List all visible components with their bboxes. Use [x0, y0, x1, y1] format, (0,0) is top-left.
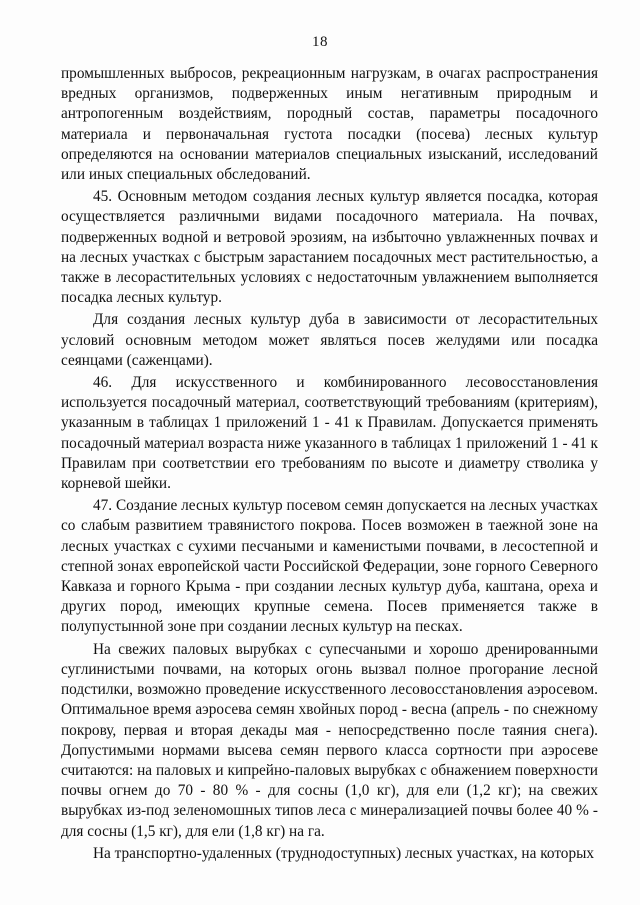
paragraph-47-aerial-seeding: На свежих паловых вырубках с супесчаными и хорошо дренированными суглинистыми почвами, на которых огонь вызвал полное прогорание лесной подстилки, возможно проведение искусственного лесовосстановления аэросевом. Оптимальное время аэросева семян хвойных пород - весна (апрель - по снежному покрову, первая и вторая декады мая - непосредственно после таяния снега). Допустимыми нормами высева семян первого класса сортности при аэросеве считаются: на паловых и кипрейно-паловых вырубках с обнажением поверхности почвы огнем до 70 - 80 % - для сосны (1,0 кг), для ели (1,2 кг); на свежих вырубках из-под зеленомошных типов леса с минерализацией почвы более 40 % - для сосны (1,5 кг), для ели (1,8 кг) на га.	[61, 640, 598, 840]
paragraph-45: 45. Основным методом создания лесных культур является посадка, которая осуществляется различными видами посадочного материала. На почвах, подверженных водной и ветровой эрозиям, на избыточно увлажненных почвах и на лесных участках с быстрым зарастанием посадочных мест растительностью, а также в лесорастительных условиях с недостаточным увлажнением выполняется посадка лесных культур.	[61, 188, 598, 307]
paragraph-45-oak: Для создания лесных культур дуба в зависимости от лесорастительных условий основным методом может являться посев желудями или посадка сеянцами (саженцами).	[61, 311, 598, 369]
document-body	[61, 64, 598, 864]
paragraph-47-remote-areas: На транспортно-удаленных (труднодоступных) лесных участках, на которых	[93, 844, 595, 862]
paragraph-continued: промышленных выбросов, рекреационным нагрузкам, в очагах распространения вредных организмов, подверженных иным негативным природным и антропогенным воздействиям, породный состав, параметры посадочного материала и первоначальная густота посадки (посева) лесных культур определяются на основании материалов специальных изысканий, исследований или иных специальных обследований.	[61, 65, 598, 184]
paragraph-46: 46. Для искусственного и комбинированного лесовосстановления используется посадочный материал, соответствующий требованиям (критериям), указанным в таблицах 1 приложений 1 - 41 к Правилам. Допускается применять посадочный материал возраста ниже указанного в таблицах 1 приложений 1 - 41 к Правилам при соответствии его требованиям по высоте и диаметру стволика у корневой шейки.	[61, 374, 598, 493]
paragraph-47: 47. Создание лесных культур посевом семян допускается на лесных участках со слабым развитием травянистого покрова. Посев возможен в таежной зоне на лесных участках с сухими песчаными и каменистыми почвами, в лесостепной и степной зонах европейской части Российской Федерации, зоне горного Северного Кавказа и горного Крыма - при создании лесных культур дуба, каштана, ореха и других пород, имеющих крупные семена. Посев применяется также в полупустынной зоне при создании лесных культур на песках.	[61, 497, 598, 636]
page-number: 18	[312, 34, 328, 50]
